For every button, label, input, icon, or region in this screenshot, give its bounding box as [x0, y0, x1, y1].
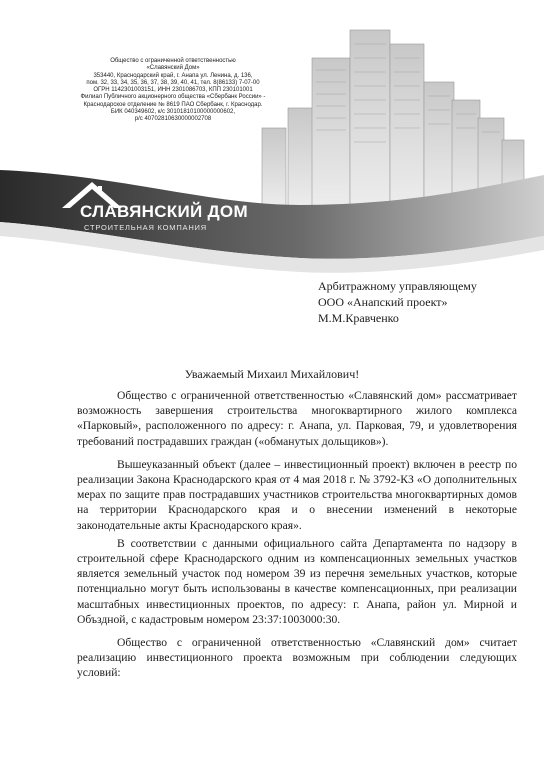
logo-name: СЛАВЯНСКИЙ ДОМ [80, 202, 248, 221]
requisite-line: пом. 32, 33, 34, 35, 36, 37, 38, 39, 40, 41, тел. 8(86133) 7-07-00 [86, 79, 260, 86]
paragraph: Вышеуказанный объект (далее – инвестиционный проект) включен в реестр по реализации Закона Краснодарского края от 4 мая 2018 г. № 3792-КЗ «О дополнительных мерах по защите прав пострадавших участников строительства многоквартирных домов на территории Краснодарского края и о внесении изменений в некоторые законодательные акты Краснодарского края». [77, 457, 517, 532]
logo-subtitle: СТРОИТЕЛЬНАЯ КОМПАНИЯ [84, 223, 207, 232]
letter-body [77, 388, 517, 684]
addressee-line: Арбитражному управляющему [318, 279, 477, 293]
requisite-line: р/с 40702810630000002708 [134, 116, 212, 123]
requisite-line: «Славянский Дом» [146, 65, 200, 72]
paragraph: Общество с ограниченной ответственностью «Славянский дом» рассматривает возможность завершения строительства многоквартирного жилого комплекса «Парковый», расположенного по адресу: г. Анапа, ул. Парковая, 79, и удовлетворения требований пострадавших граждан («обманутых дольщиков»). [77, 389, 517, 448]
requisite-line: 353440, Краснодарский край, г. Анапа ул. Ленина, д. 136, [93, 72, 253, 79]
addressee-line: М.М.Кравченко [318, 311, 399, 325]
requisite-line: Краснодарское отделение № 8619 ПАО Сбербанк, г. Краснодар. [83, 101, 263, 108]
company-logo [50, 178, 250, 238]
requisite-line: БИК 040349602, к/с 30101810100000000602, [110, 109, 236, 116]
addressee-block [318, 278, 477, 326]
greeting: Уважаемый Михаил Михайлович! [184, 367, 360, 381]
letterhead-graphic [0, 0, 544, 300]
paragraph: В соответствии с данными официального сайта Департамента по надзору в строительной сфере Краснодарского одним из компенсационных земельных участков является земельный участок под номером 39 из перечня земельных участков, которые потенциально могут быть использованы в качестве компенсационных, при реализации масштабных инвестиционных проектов, по адресу: г. Анапа, район ул. Мирной и Объздной, с кадастровым номером 23:37:1003000:30. [77, 536, 517, 626]
paragraph: Общество с ограниченной ответственностью «Славянский дом» считает реализацию инвестиционного проекта возможным при соблюдении следующих условий: [77, 636, 517, 680]
addressee-line: ООО «Анапский проект» [318, 295, 448, 309]
requisite-line: Общество с ограниченной ответственностью [110, 58, 236, 64]
requisite-line: Филиал Публичного акционерного общества «Сбербанк России» - [80, 94, 266, 101]
company-requisites [38, 58, 308, 124]
requisite-line: ОГРН 1142301003151, ИНН 2301086703, КПП 230101001 [93, 87, 253, 94]
